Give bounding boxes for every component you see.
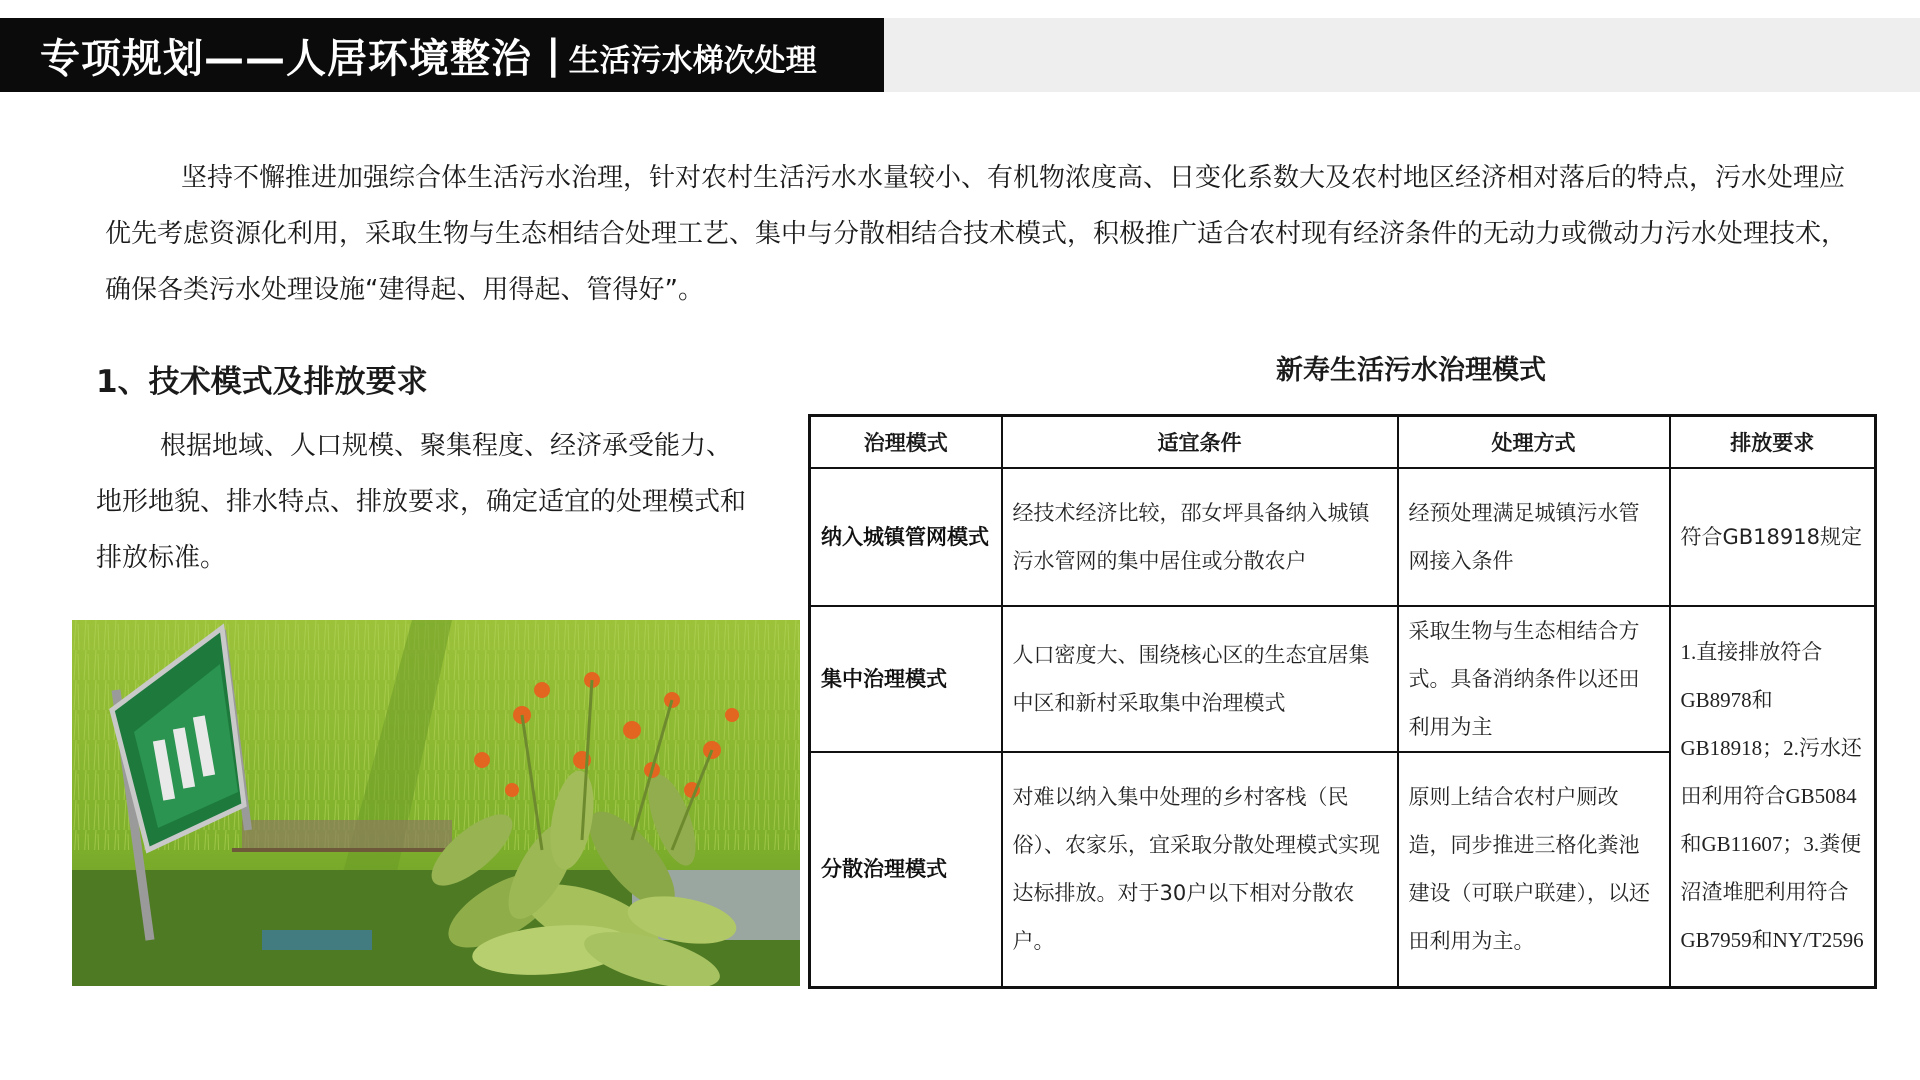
table-header-row (810, 416, 1876, 468)
condition-cell: 对难以纳入集中处理的乡村客栈（民俗）、农家乐，宜采取分散处理模式实现达标排放。对于30户以下相对分散农户。 (1002, 752, 1398, 988)
intro-paragraph: 坚持不懈推进加强综合体生活污水治理，针对农村生活污水水量较小、有机物浓度高、日变化系数大及农村地区经济相对落后的特点，污水处理应优先考虑资源化利用，采取生物与生态相结合处理工艺、集中与分散相结合技术模式，积极推广适合农村现有经济条件的无动力或微动力污水处理技术，确保各类污水处理设施“建得起、用得起、管得好”。 (105, 163, 1848, 305)
mode-cell: 集中治理模式 (810, 606, 1002, 752)
mode-cell: 纳入城镇管网模式 (810, 468, 1002, 606)
method-cell: 原则上结合农村户厕改造，同步推进三格化粪池建设（可联户联建），以还田利用为主。 (1398, 752, 1670, 988)
condition-cell: 人口密度大、围绕核心区的生态宜居集中区和新村采取集中治理模式 (1002, 606, 1398, 752)
table-row (810, 468, 1876, 606)
column-header: 排放要求 (1670, 416, 1876, 468)
column-header: 处理方式 (1398, 416, 1670, 468)
table-row (810, 606, 1876, 752)
requirement-cell: 符合GB18918规定 (1670, 468, 1876, 606)
header-bar (0, 18, 884, 92)
section-body: 根据地域、人口规模、聚集程度、经济承受能力、地形地貌、排水特点、排放要求，确定适宜的处理模式和排放标准。 (96, 431, 747, 573)
shared-requirement-cell: 1.直接排放符合GB8978和GB18918；2.污水还田利用符合GB5084和GB11607；3.粪便沼渣堆肥利用符合GB7959和NY/T2596 (1670, 606, 1876, 988)
method-cell: 经预处理满足城镇污水管网接入条件 (1398, 468, 1670, 606)
rice-field-photo (72, 620, 800, 986)
page-title: 专项规划——人居环境整治 (40, 35, 532, 82)
column-header: 适宜条件 (1002, 416, 1398, 468)
table-title: 新寿生活污水治理模式 (1276, 355, 1546, 386)
page-subtitle: 生活污水梯次处理 (568, 42, 817, 79)
method-cell: 采取生物与生态相结合方式。具备消纳条件以还田利用为主 (1398, 606, 1670, 752)
treatment-mode-table (808, 414, 1877, 989)
title-separator: | (546, 32, 561, 78)
column-header: 治理模式 (810, 416, 1002, 468)
header-bar-extension (884, 18, 1920, 92)
condition-cell: 经技术经济比较，邵女坪具备纳入城镇污水管网的集中居住或分散农户 (1002, 468, 1398, 606)
mode-cell: 分散治理模式 (810, 752, 1002, 988)
section-title: 1、技术模式及排放要求 (96, 364, 428, 400)
